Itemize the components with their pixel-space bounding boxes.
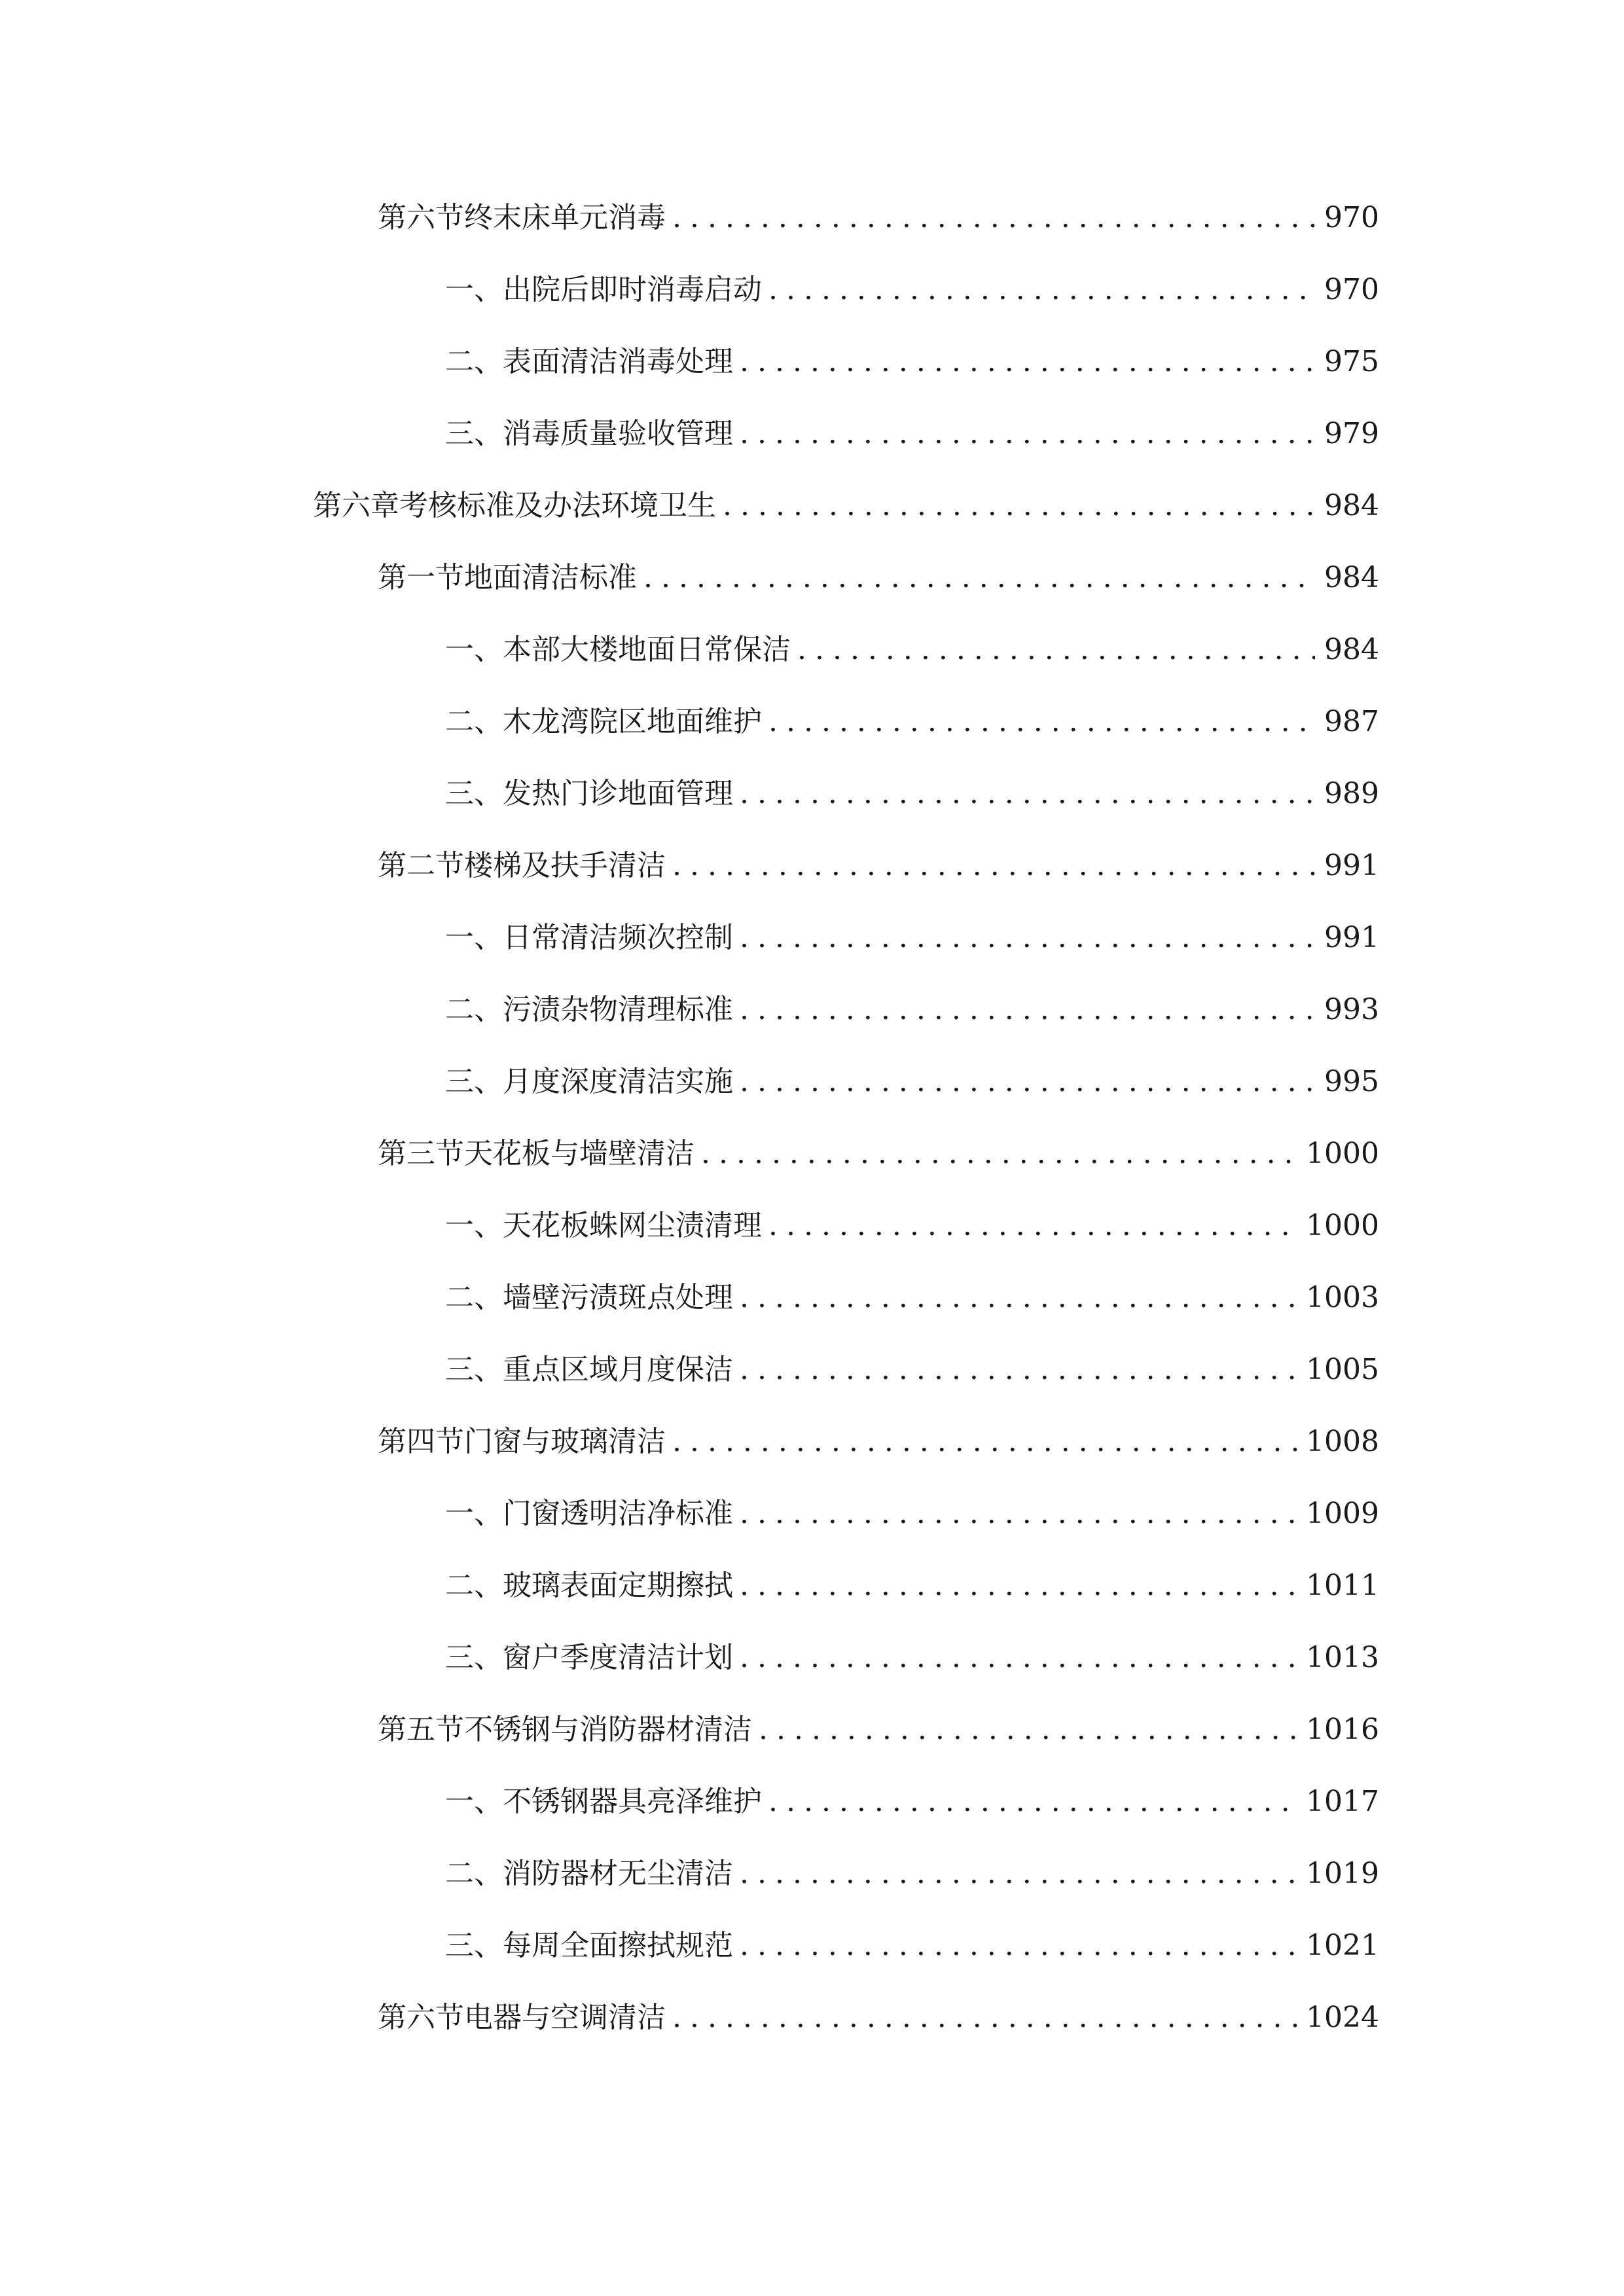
toc-entry-page: 975 bbox=[1324, 345, 1379, 378]
toc-entry[interactable] bbox=[0, 974, 1624, 1046]
toc-entry-number: 一、 bbox=[445, 1785, 503, 1818]
toc-entry-page: 970 bbox=[1324, 201, 1379, 234]
toc-entry-page: 1008 bbox=[1306, 1425, 1379, 1458]
toc-entry-page: 1017 bbox=[1306, 1785, 1379, 1818]
toc-leader-dots bbox=[797, 636, 1315, 664]
toc-entry-title: 出院后即时消毒启动 bbox=[503, 273, 762, 306]
table-of-contents bbox=[0, 182, 1624, 2054]
toc-entry-number: 一、 bbox=[445, 1209, 503, 1242]
toc-leader-dots bbox=[740, 1067, 1315, 1096]
toc-entry[interactable] bbox=[0, 902, 1624, 974]
toc-leader-dots bbox=[643, 564, 1315, 592]
toc-leader-dots bbox=[740, 780, 1315, 808]
toc-entry-number: 二、 bbox=[445, 1857, 503, 1890]
toc-entry-number: 三、 bbox=[445, 1353, 503, 1386]
toc-entry[interactable] bbox=[0, 470, 1624, 542]
toc-leader-dots bbox=[740, 1931, 1297, 1960]
toc-leader-dots bbox=[740, 420, 1315, 448]
toc-leader-dots bbox=[740, 1571, 1297, 1600]
toc-entry-number: 一、 bbox=[445, 273, 503, 306]
toc-entry[interactable] bbox=[0, 830, 1624, 902]
toc-entry[interactable] bbox=[0, 614, 1624, 686]
toc-entry-number: 第五节 bbox=[378, 1713, 464, 1746]
toc-entry-page: 1021 bbox=[1306, 1929, 1379, 1962]
toc-entry-number: 二、 bbox=[445, 1281, 503, 1314]
toc-leader-dots bbox=[740, 1355, 1297, 1384]
toc-entry-page: 1005 bbox=[1306, 1353, 1379, 1386]
toc-entry[interactable] bbox=[0, 326, 1624, 398]
toc-entry-title: 本部大楼地面日常保洁 bbox=[503, 633, 791, 666]
toc-leader-dots bbox=[759, 1715, 1297, 1744]
toc-entry-number: 一、 bbox=[445, 921, 503, 954]
toc-entry-title: 消防器材无尘清洁 bbox=[503, 1857, 733, 1890]
toc-entry-title: 污渍杂物清理标准 bbox=[503, 993, 733, 1026]
toc-entry-page: 1011 bbox=[1306, 1569, 1379, 1602]
toc-entry-page: 1013 bbox=[1306, 1641, 1379, 1674]
toc-entry-page: 979 bbox=[1324, 417, 1379, 450]
toc-entry-title: 不锈钢与消防器材清洁 bbox=[464, 1713, 752, 1746]
toc-leader-dots bbox=[768, 1787, 1297, 1816]
toc-entry-page: 995 bbox=[1324, 1065, 1379, 1098]
toc-entry-title: 表面清洁消毒处理 bbox=[503, 345, 733, 378]
toc-entry-page: 984 bbox=[1324, 633, 1379, 666]
toc-entry-number: 第一节 bbox=[378, 561, 464, 594]
toc-entry-number: 第二节 bbox=[378, 849, 464, 882]
toc-entry[interactable] bbox=[0, 1982, 1624, 2054]
toc-entry[interactable] bbox=[0, 254, 1624, 326]
toc-entry-title: 发热门诊地面管理 bbox=[503, 777, 733, 810]
toc-leader-dots bbox=[672, 1427, 1297, 1456]
toc-entry-page: 989 bbox=[1324, 777, 1379, 810]
toc-entry-title: 玻璃表面定期擦拭 bbox=[503, 1569, 733, 1602]
toc-entry-number: 三、 bbox=[445, 417, 503, 450]
toc-entry-title: 考核标准及办法环境卫生 bbox=[399, 489, 716, 522]
toc-entry-number: 三、 bbox=[445, 1641, 503, 1674]
toc-leader-dots bbox=[672, 852, 1315, 880]
toc-entry-page: 1000 bbox=[1306, 1209, 1379, 1242]
toc-entry[interactable] bbox=[0, 1550, 1624, 1622]
toc-entry-title: 每周全面擦拭规范 bbox=[503, 1929, 733, 1962]
toc-entry-page: 1009 bbox=[1306, 1497, 1379, 1530]
toc-leader-dots bbox=[768, 1211, 1297, 1240]
toc-leader-dots bbox=[740, 348, 1315, 376]
toc-entry[interactable] bbox=[0, 398, 1624, 470]
toc-entry-title: 天花板与墙壁清洁 bbox=[464, 1137, 695, 1170]
toc-entry[interactable] bbox=[0, 1910, 1624, 1982]
toc-leader-dots bbox=[740, 1499, 1297, 1528]
toc-entry[interactable] bbox=[0, 542, 1624, 614]
toc-entry-number: 第六章 bbox=[313, 489, 399, 522]
toc-leader-dots bbox=[768, 708, 1315, 736]
toc-entry[interactable] bbox=[0, 1334, 1624, 1406]
toc-leader-dots bbox=[740, 1859, 1297, 1888]
toc-leader-dots bbox=[740, 1643, 1297, 1672]
toc-entry[interactable] bbox=[0, 1046, 1624, 1118]
toc-leader-dots bbox=[723, 492, 1315, 520]
toc-entry-number: 一、 bbox=[445, 633, 503, 666]
toc-entry-number: 一、 bbox=[445, 1497, 503, 1530]
toc-entry[interactable] bbox=[0, 1478, 1624, 1550]
toc-entry-number: 三、 bbox=[445, 777, 503, 810]
toc-entry-title: 窗户季度清洁计划 bbox=[503, 1641, 733, 1674]
toc-entry-number: 三、 bbox=[445, 1065, 503, 1098]
toc-entry-number: 第四节 bbox=[378, 1425, 464, 1458]
toc-entry[interactable] bbox=[0, 686, 1624, 758]
toc-entry[interactable] bbox=[0, 1406, 1624, 1478]
toc-entry-title: 终末床单元消毒 bbox=[464, 201, 666, 234]
toc-entry-number: 二、 bbox=[445, 705, 503, 738]
toc-entry[interactable] bbox=[0, 182, 1624, 254]
toc-entry-page: 1019 bbox=[1306, 1857, 1379, 1890]
toc-entry-number: 第六节 bbox=[378, 201, 464, 234]
toc-entry-page: 970 bbox=[1324, 273, 1379, 306]
toc-entry-title: 不锈钢器具亮泽维护 bbox=[503, 1785, 762, 1818]
toc-entry-title: 墙壁污渍斑点处理 bbox=[503, 1281, 733, 1314]
toc-leader-dots bbox=[740, 996, 1315, 1024]
toc-entry-title: 重点区域月度保洁 bbox=[503, 1353, 733, 1386]
toc-entry-number: 第三节 bbox=[378, 1137, 464, 1170]
toc-entry-page: 991 bbox=[1324, 921, 1379, 954]
toc-entry[interactable] bbox=[0, 758, 1624, 830]
toc-entry-title: 门窗与玻璃清洁 bbox=[464, 1425, 666, 1458]
toc-entry-number: 二、 bbox=[445, 345, 503, 378]
toc-entry-title: 门窗透明洁净标准 bbox=[503, 1497, 733, 1530]
toc-leader-dots bbox=[672, 204, 1315, 232]
toc-entry-number: 第六节 bbox=[378, 2001, 464, 2034]
toc-entry-page: 984 bbox=[1324, 561, 1379, 594]
toc-entry[interactable] bbox=[0, 1694, 1624, 1766]
toc-entry-page: 1024 bbox=[1306, 2001, 1379, 2034]
toc-entry-title: 月度深度清洁实施 bbox=[503, 1065, 733, 1098]
toc-entry-page: 987 bbox=[1324, 705, 1379, 738]
toc-entry-title: 地面清洁标准 bbox=[464, 561, 637, 594]
toc-leader-dots bbox=[768, 276, 1315, 304]
toc-entry-title: 天花板蛛网尘渍清理 bbox=[503, 1209, 762, 1242]
toc-entry-title: 日常清洁频次控制 bbox=[503, 921, 733, 954]
toc-leader-dots bbox=[740, 924, 1315, 952]
toc-entry-page: 1000 bbox=[1306, 1137, 1379, 1170]
toc-entry[interactable] bbox=[0, 1838, 1624, 1910]
toc-entry-page: 993 bbox=[1324, 993, 1379, 1026]
toc-entry[interactable] bbox=[0, 1622, 1624, 1694]
toc-entry-number: 三、 bbox=[445, 1929, 503, 1962]
toc-entry[interactable] bbox=[0, 1262, 1624, 1334]
toc-leader-dots bbox=[701, 1139, 1297, 1168]
toc-entry[interactable] bbox=[0, 1190, 1624, 1262]
toc-entry-title: 楼梯及扶手清洁 bbox=[464, 849, 666, 882]
toc-entry-number: 二、 bbox=[445, 1569, 503, 1602]
toc-entry-page: 984 bbox=[1324, 489, 1379, 522]
toc-entry-page: 991 bbox=[1324, 849, 1379, 882]
toc-entry-page: 1003 bbox=[1306, 1281, 1379, 1314]
toc-entry-number: 二、 bbox=[445, 993, 503, 1026]
toc-entry-title: 电器与空调清洁 bbox=[464, 2001, 666, 2034]
toc-entry-page: 1016 bbox=[1306, 1713, 1379, 1746]
toc-entry[interactable] bbox=[0, 1766, 1624, 1838]
toc-entry-title: 木龙湾院区地面维护 bbox=[503, 705, 762, 738]
toc-entry-title: 消毒质量验收管理 bbox=[503, 417, 733, 450]
toc-leader-dots bbox=[740, 1283, 1297, 1312]
toc-leader-dots bbox=[672, 2003, 1297, 2032]
toc-entry[interactable] bbox=[0, 1118, 1624, 1190]
